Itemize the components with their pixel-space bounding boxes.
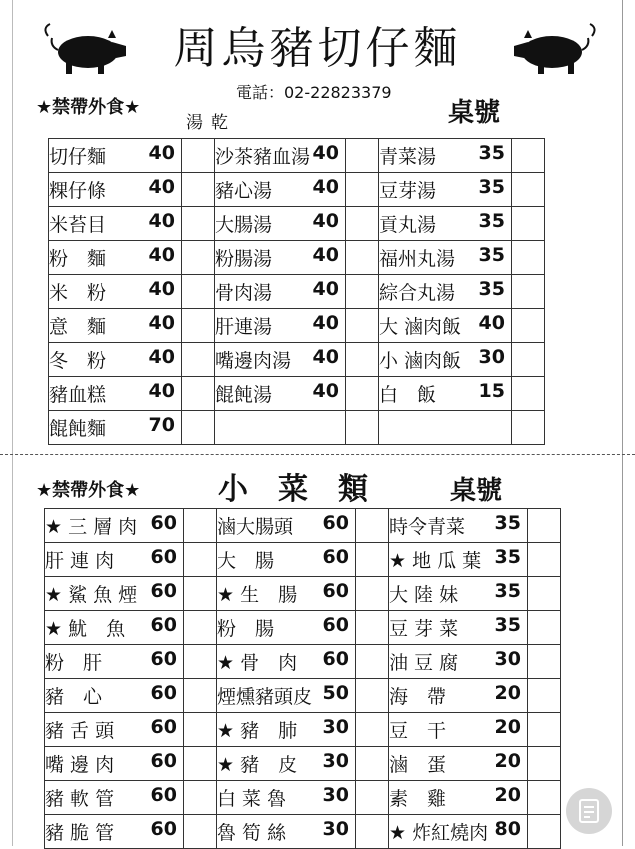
menu-item (379, 173, 512, 207)
quantity-box[interactable] (346, 309, 379, 343)
page-title: 周烏豬切仔麵 (173, 23, 462, 74)
menu-item (217, 611, 356, 645)
menu-item-name: 切仔麵 (49, 146, 107, 168)
quantity-box[interactable] (528, 645, 561, 679)
menu-item-price: 60 (150, 648, 177, 670)
menu-item-price: 20 (494, 784, 521, 806)
menu-item (49, 139, 182, 173)
quantity-box[interactable] (356, 543, 389, 577)
menu-item (379, 309, 512, 343)
menu-item (389, 713, 528, 747)
menu-item-name: 嘴邊肉湯 (215, 350, 292, 372)
menu-item-price: 35 (478, 176, 505, 198)
quantity-box[interactable] (346, 275, 379, 309)
menu-item-name: 豆 芽 菜 (389, 618, 459, 640)
menu-item-name: 魯 筍 絲 (217, 822, 287, 844)
table-number-label: 桌號 (448, 98, 501, 128)
menu-item (45, 679, 184, 713)
cut-line-divider (0, 454, 635, 455)
quantity-box[interactable] (184, 679, 217, 713)
menu-item (215, 207, 346, 241)
menu-row (45, 577, 561, 611)
menu-item (389, 577, 528, 611)
menu-item-name: 豆 干 (389, 720, 447, 742)
menu-item (215, 309, 346, 343)
menu-item-name: ★ 豬 肺 (217, 720, 298, 742)
quantity-box[interactable] (184, 781, 217, 815)
quantity-box[interactable] (528, 781, 561, 815)
floating-action-button[interactable] (566, 788, 612, 834)
menu-item (379, 207, 512, 241)
menu-item-name: 福州丸湯 (379, 248, 456, 270)
menu-item-price: 60 (150, 750, 177, 772)
menu-item (215, 411, 346, 445)
menu-row (45, 815, 561, 849)
menu-item-name: 肝連湯 (215, 316, 273, 338)
menu-item (45, 543, 184, 577)
menu-item (389, 781, 528, 815)
quantity-box[interactable] (528, 815, 561, 849)
menu-item-price: 80 (494, 818, 521, 840)
menu-row (49, 207, 545, 241)
menu-item-name: ★ 炸紅燒肉 (389, 822, 489, 844)
menu-item-name: 豬血糕 (49, 384, 107, 406)
menu-item-price: 60 (322, 648, 349, 670)
menu-item (389, 747, 528, 781)
phone-number: 電話：02-22823379 (236, 83, 392, 102)
side-dishes-menu-table (44, 508, 561, 849)
menu-item (49, 207, 182, 241)
menu-item-price: 60 (150, 614, 177, 636)
menu-item (389, 611, 528, 645)
menu-item (217, 747, 356, 781)
quantity-box[interactable] (182, 275, 215, 309)
menu-row (45, 713, 561, 747)
quantity-box[interactable] (182, 343, 215, 377)
menu-item-price: 30 (322, 750, 349, 772)
menu-item-price: 40 (148, 176, 175, 198)
menu-item (215, 139, 346, 173)
menu-item-price: 60 (150, 580, 177, 602)
menu-row (49, 377, 545, 411)
quantity-box[interactable] (182, 241, 215, 275)
menu-item-name: 煙燻豬頭皮 (217, 686, 313, 708)
menu-item-name: 滷 蛋 (389, 754, 447, 776)
menu-row (49, 309, 545, 343)
menu-item-price: 40 (148, 278, 175, 300)
menu-item (215, 275, 346, 309)
menu-row (49, 411, 545, 445)
menu-item-price: 50 (322, 682, 349, 704)
menu-item (379, 343, 512, 377)
quantity-box[interactable] (512, 173, 545, 207)
menu-row (49, 343, 545, 377)
menu-item-price: 40 (312, 210, 339, 232)
menu-item-name: ★ 骨 肉 (217, 652, 298, 674)
quantity-box[interactable] (346, 139, 379, 173)
menu-item-name: 嘴 邊 肉 (45, 754, 115, 776)
menu-item-price: 35 (478, 210, 505, 232)
quantity-box[interactable] (356, 747, 389, 781)
table-number-label: 桌號 (450, 476, 503, 506)
menu-item (389, 679, 528, 713)
quantity-box[interactable] (356, 577, 389, 611)
quantity-box[interactable] (528, 509, 561, 543)
menu-item (215, 343, 346, 377)
menu-item (217, 679, 356, 713)
menu-item (45, 645, 184, 679)
quantity-box[interactable] (356, 509, 389, 543)
page-edge-left (12, 0, 13, 846)
menu-row (45, 747, 561, 781)
quantity-box[interactable] (356, 713, 389, 747)
menu-item-name: 大 腸 (217, 550, 275, 572)
quantity-box[interactable] (184, 645, 217, 679)
menu-item-price: 60 (322, 614, 349, 636)
quantity-box[interactable] (356, 815, 389, 849)
menu-item-price: 60 (322, 546, 349, 568)
menu-item-name: 時令青菜 (389, 516, 466, 538)
menu-item (45, 747, 184, 781)
menu-item-price: 20 (494, 750, 521, 772)
menu-item-price: 60 (322, 580, 349, 602)
menu-item-price: 20 (494, 682, 521, 704)
menu-item (389, 645, 528, 679)
menu-item (45, 815, 184, 849)
menu-item-name: 肝 連 肉 (45, 550, 115, 572)
quantity-box[interactable] (512, 377, 545, 411)
menu-item-price: 35 (494, 512, 521, 534)
menu-item-name: 米苔目 (49, 214, 107, 236)
menu-item (215, 377, 346, 411)
menu-item (389, 543, 528, 577)
menu-item-price: 30 (322, 784, 349, 806)
menu-item-price: 30 (322, 716, 349, 738)
menu-item-name: 意 麵 (49, 316, 107, 338)
menu-item-name: 油 豆 腐 (389, 652, 459, 674)
menu-item-name: 餛飩湯 (215, 384, 273, 406)
no-outside-food-notice: ★禁帶外食★ (36, 97, 141, 118)
menu-item-name: 豆芽湯 (379, 180, 437, 202)
menu-item-price: 35 (478, 278, 505, 300)
noodle-soup-menu-table (48, 138, 545, 445)
menu-item-name: 粿仔條 (49, 180, 107, 202)
menu-item-name: 貢丸湯 (379, 214, 437, 236)
menu-item-name: 骨肉湯 (215, 282, 273, 304)
menu-item-price: 70 (148, 414, 175, 436)
menu-item-price: 60 (150, 546, 177, 568)
menu-item-price: 40 (148, 312, 175, 334)
menu-item-price: 35 (478, 244, 505, 266)
quantity-box[interactable] (346, 343, 379, 377)
menu-item-price: 60 (322, 512, 349, 534)
quantity-box[interactable] (356, 781, 389, 815)
menu-item (49, 173, 182, 207)
menu-item-price: 35 (494, 580, 521, 602)
menu-item-price: 30 (494, 648, 521, 670)
menu-item-name: 冬 粉 (49, 350, 107, 372)
menu-item-price: 40 (148, 380, 175, 402)
menu-item-price: 40 (312, 176, 339, 198)
menu-item (379, 377, 512, 411)
menu-item-price: 40 (478, 312, 505, 334)
menu-item (215, 173, 346, 207)
menu-item-name: 米 粉 (49, 282, 107, 304)
menu-row (45, 611, 561, 645)
menu-item-name: 大 陸 妹 (389, 584, 459, 606)
menu-row (45, 543, 561, 577)
quantity-box[interactable] (356, 679, 389, 713)
menu-item-name: ★ 豬 皮 (217, 754, 298, 776)
quantity-box[interactable] (346, 411, 379, 445)
menu-item-price: 60 (150, 512, 177, 534)
quantity-box[interactable] (356, 611, 389, 645)
quantity-box[interactable] (182, 377, 215, 411)
menu-item-name: 豬 脆 管 (45, 822, 115, 844)
document-icon (579, 799, 599, 823)
menu-item (217, 713, 356, 747)
menu-item-name: 滷大腸頭 (217, 516, 294, 538)
menu-item-price: 15 (478, 380, 505, 402)
quantity-box[interactable] (512, 343, 545, 377)
menu-item-price: 35 (494, 614, 521, 636)
menu-item-name: 綜合丸湯 (379, 282, 456, 304)
quantity-box[interactable] (184, 713, 217, 747)
quantity-box[interactable] (182, 139, 215, 173)
menu-item-price: 40 (312, 142, 339, 164)
quantity-box[interactable] (184, 543, 217, 577)
menu-item-price: 60 (150, 682, 177, 704)
quantity-box[interactable] (346, 173, 379, 207)
menu-item-price: 60 (150, 818, 177, 840)
menu-item-price: 40 (312, 312, 339, 334)
menu-item-name: 素 雞 (389, 788, 447, 810)
menu-item (45, 577, 184, 611)
menu-item (49, 241, 182, 275)
menu-row (49, 241, 545, 275)
quantity-box[interactable] (184, 509, 217, 543)
quantity-box[interactable] (512, 207, 545, 241)
menu-item-price: 40 (312, 278, 339, 300)
quantity-box[interactable] (184, 747, 217, 781)
menu-item (49, 309, 182, 343)
menu-item-price: 40 (312, 346, 339, 368)
menu-item-price: 30 (322, 818, 349, 840)
menu-item (49, 343, 182, 377)
menu-item (49, 411, 182, 445)
menu-item (379, 411, 512, 445)
menu-item-price: 40 (148, 142, 175, 164)
menu-item-name: ★ 鯊 魚 煙 (45, 584, 138, 606)
menu-item (217, 645, 356, 679)
menu-item (45, 509, 184, 543)
menu-row (45, 781, 561, 815)
menu-item (45, 611, 184, 645)
menu-item (217, 543, 356, 577)
quantity-box[interactable] (528, 713, 561, 747)
quantity-box[interactable] (528, 577, 561, 611)
quantity-box[interactable] (528, 747, 561, 781)
menu-item-name: 沙茶豬血湯 (215, 146, 311, 168)
menu-item-price: 35 (478, 142, 505, 164)
menu-item (379, 275, 512, 309)
page-edge-right (622, 0, 623, 846)
menu-item-name: ★ 生 腸 (217, 584, 298, 606)
menu-item-name: 粉 麵 (49, 248, 107, 270)
menu-item-name: 餛飩麵 (49, 418, 107, 440)
quantity-box[interactable] (182, 411, 215, 445)
quantity-box[interactable] (182, 173, 215, 207)
menu-item-name: 白 飯 (379, 384, 437, 406)
menu-row (49, 173, 545, 207)
quantity-box[interactable] (182, 309, 215, 343)
menu-item (215, 241, 346, 275)
menu-item-name: 海 帶 (389, 686, 447, 708)
quantity-box[interactable] (346, 207, 379, 241)
menu-item-price: 40 (312, 244, 339, 266)
menu-item-price: 20 (494, 716, 521, 738)
quantity-box[interactable] (184, 815, 217, 849)
menu-item-name: 粉 腸 (217, 618, 275, 640)
quantity-box[interactable] (528, 679, 561, 713)
menu-item-name: ★ 魷 魚 (45, 618, 126, 640)
menu-item-name: ★ 三 層 肉 (45, 516, 138, 538)
quantity-box[interactable] (512, 275, 545, 309)
quantity-box[interactable] (356, 645, 389, 679)
quantity-box[interactable] (512, 139, 545, 173)
soup-dry-label: 湯乾 (186, 113, 236, 133)
menu-item-name: 大 滷肉飯 (379, 316, 462, 338)
menu-item-name: 豬 軟 管 (45, 788, 115, 810)
menu-item (217, 577, 356, 611)
quantity-box[interactable] (346, 377, 379, 411)
menu-item-price: 40 (148, 346, 175, 368)
quantity-box[interactable] (528, 543, 561, 577)
menu-item-name: 粉 肝 (45, 652, 103, 674)
menu-item-price: 60 (150, 716, 177, 738)
side-dishes-title: 小 菜 類 (218, 472, 368, 507)
menu-row (45, 645, 561, 679)
menu-item-name: 大腸湯 (215, 214, 273, 236)
no-outside-food-notice: ★禁帶外食★ (36, 480, 141, 501)
menu-row (49, 275, 545, 309)
quantity-box[interactable] (346, 241, 379, 275)
menu-item (379, 241, 512, 275)
quantity-box[interactable] (512, 411, 545, 445)
menu-item (49, 275, 182, 309)
menu-row (45, 679, 561, 713)
menu-row (45, 509, 561, 543)
quantity-box[interactable] (184, 611, 217, 645)
quantity-box[interactable] (512, 241, 545, 275)
menu-item-name: 豬心湯 (215, 180, 273, 202)
menu-item-price: 40 (148, 244, 175, 266)
menu-item-price: 35 (494, 546, 521, 568)
menu-item-name: ★ 地 瓜 葉 (389, 550, 482, 572)
menu-item-name: 青菜湯 (379, 146, 437, 168)
quantity-box[interactable] (184, 577, 217, 611)
menu-item-name: 粉腸湯 (215, 248, 273, 270)
menu-item (379, 139, 512, 173)
menu-item (389, 509, 528, 543)
menu-item (45, 713, 184, 747)
menu-item (217, 815, 356, 849)
menu-item (217, 509, 356, 543)
menu-item-price: 30 (478, 346, 505, 368)
menu-item-price: 60 (150, 784, 177, 806)
menu-item-price: 40 (312, 380, 339, 402)
menu-item-price: 40 (148, 210, 175, 232)
menu-item (45, 781, 184, 815)
menu-item-name: 豬 舌 頭 (45, 720, 115, 742)
menu-item-name: 豬 心 (45, 686, 103, 708)
menu-row (49, 139, 545, 173)
menu-item-name: 白 菜 魯 (217, 788, 287, 810)
quantity-box[interactable] (512, 309, 545, 343)
quantity-box[interactable] (182, 207, 215, 241)
menu-item (217, 781, 356, 815)
menu-item (49, 377, 182, 411)
menu-item-name: 小 滷肉飯 (379, 350, 462, 372)
quantity-box[interactable] (528, 611, 561, 645)
menu-item (389, 815, 528, 849)
